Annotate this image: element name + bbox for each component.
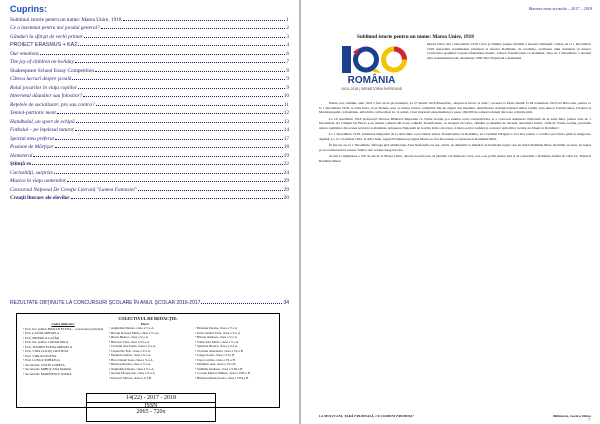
toc-entry[interactable] [10, 74, 289, 83]
toc-dots [78, 88, 285, 89]
toc-entry[interactable] [10, 91, 289, 100]
article-intro: Marea Unire din 1 Decembrie 1918 a fost și rămâne pagina sublimă a istoriei românești. Unirea de la 1 Decembrie 1918 reprezintă evenimentul principal al istoriei României, de totalitate, realizarea unui deziderat al tuturor locuitorilor spaţiului Carpato-Danubiano-Pontic. Unirea Transilvaniei cu România, Ziua de 1 Decembrie a devenit ziuă evenimentului din decembrie 1990 Ziua Naţională a României. [427, 42, 591, 61]
article-paragraph: La 16 noiembrie 1918 profesorul Nicolae Bălăescu împreună cu Vasile Goldiş şi-a asumat rolul conducătorilor şi a convocat Adunarea Naţională de la Alba Iulia, pentru ziua de 1 Decembrie. Pe Câmpul lui Horea s-au adunat oameni din toate colţurile Transilvaniei, cu steaguri tricolore, cântând şi dansând de bucurie. Rezoluţia Unirii, citită de Vasile Goldiş, proclama unirea românilor din aceste teritorii cu România. Adunarea Naţională de la Alba Iulia a decretat „Unirea acelor români şi a tuturor teritoriilor locuite de dânşii cu România". [319, 116, 591, 131]
teachers-heading: Cadre didactice: [51, 322, 75, 326]
toc-dots [95, 71, 285, 72]
toc-final-title: REZULTATE OBŢINUTE LA CONCURSURI ŞCOLARE ÎN ANUL ŞCOLAR 2016-2017 [10, 300, 201, 306]
toc-dots [67, 181, 283, 182]
toc-entry-page: 17 [283, 135, 289, 142]
toc-entry[interactable] [10, 125, 289, 134]
editorial-member: • Burlacu Rianna, clasa a V-a A [109, 362, 151, 366]
toc-entry-page: 6 [286, 50, 289, 57]
issn-value: 2065 - 720x [136, 409, 166, 415]
toc-dots [72, 79, 285, 80]
toc-entry-title: Shakespeare School Essay Competition [10, 67, 95, 74]
toc-dots [57, 113, 283, 114]
toc-entry-title: Reţelele de socializare: pro sau contra? [10, 101, 95, 108]
toc-entry-title: Concursul Naţional De Creaţie Literară "Lumea Fantasiei" [10, 186, 137, 193]
toc-entry[interactable] [10, 99, 289, 108]
toc-entry-page: 30 [283, 195, 289, 201]
logo-tagline: 1918–2018 | SĂRBĂTORIM ÎMPREUNĂ [341, 87, 402, 91]
toc-dots [201, 303, 282, 304]
toc-entry-title: Internetul dăunător sau folositor? [10, 93, 83, 99]
toc-dots [96, 105, 283, 106]
editorial-member: • Prof. LUNGU MIHAELA [23, 358, 60, 362]
logo-country: ROMÂNIA [347, 75, 396, 86]
article-title: Sublimul istorie pentru un nume: Marea Unire, 1918 [357, 34, 474, 40]
toc-entry-title: Rolul jocurilor în viaţa copiilor [10, 84, 78, 91]
toc-entry-title: Fotbalul – pe înţelesul tuturor [10, 127, 74, 133]
running-header: Bucuria nous scrisului – 2017 – 2018 [528, 6, 592, 11]
toc-entry-title: Curiozităţi, surprize [10, 169, 53, 176]
editorial-member: • Crişan Ilie Eric, clasa a V-a A [109, 348, 151, 353]
editorial-teachers [23, 322, 103, 376]
editorial-member: • Prof. înv. primar BOZIAN ELENA – coordonator principal [23, 326, 104, 331]
toc-dots [75, 130, 283, 131]
editorial-member: • Secretariat: MARINESCU IOANA [23, 371, 72, 376]
toc-entry[interactable] [10, 48, 289, 57]
editorial-member: • Lungu Sonia, clasa a VI-a B [195, 353, 235, 357]
toc-dots [76, 122, 283, 123]
article-paragraph: La 1 Decembrie 1918, Adunarea Naţională de la Alba Iulia a proclamat unirea Transilvaniei cu România, iar Consiliul Dirigent a fost ales pentru a conduce provincia până la integrarea deplină. La 15 octombrie 1922, la Alba Iulia, regele Ferdinand şi regina Maria au fost încoronaţi ca suverani ai României Mari. [319, 132, 591, 141]
editorial-member: • Prof. VIDA COCOŞ CRISTINA [23, 349, 69, 353]
toc-entry[interactable] [10, 57, 289, 66]
article-author: Bălănescu, Lucia a Olteşa [553, 414, 591, 418]
editorial-member: • Panainte Ştefan, clasa a V-a A [109, 353, 151, 357]
toc-entry-title: PROIECT ERASMUS + KA2 [10, 42, 78, 48]
toc-entry[interactable] [10, 167, 289, 176]
toc-entry-title: Sublimul istorie pentru un nume: Marea Unire, 1918 [10, 16, 122, 23]
centenary-100-mark [342, 46, 407, 73]
toc-dots [54, 173, 283, 174]
toc-entry-title: Creaţii literare ale elevilor [10, 195, 70, 201]
issn-label: ISSN [144, 403, 158, 409]
toc-dots [33, 156, 282, 157]
toc-dots [32, 164, 282, 165]
editorial-member: • Ciobanu Alexandra, clasa a VI-a B [195, 348, 243, 353]
toc-entry[interactable] [10, 108, 289, 117]
toc-dots [40, 54, 285, 55]
toc-entry-page: 24 [283, 169, 289, 176]
toc-entry[interactable] [10, 159, 289, 168]
toc-dots [123, 20, 286, 21]
toc-entry[interactable] [10, 23, 289, 32]
editorial-member: • Anghelide Daiana, clasa a V-a A [109, 326, 154, 330]
editorial-member: • Bratianu Denisa, clasa a V-a A [195, 326, 238, 330]
editorial-member: • Secretariat: MIHUŢ ANA MARIA [23, 367, 72, 371]
toc-entry[interactable] [10, 40, 289, 49]
toc-entry-page: 11 [283, 101, 289, 108]
toc-entry[interactable] [10, 116, 289, 125]
editorial-member: • Ciobanu Ana Paula, clasa a V-a A [109, 344, 156, 348]
right-page [301, 0, 600, 424]
editorial-member: • Dumitriu Ana, clasa a VI-a B [195, 362, 236, 366]
issue-number: 14(22) - 2017 - 2018 [87, 394, 215, 403]
toc-entry-page: 9 [286, 84, 289, 91]
toc-entry[interactable] [10, 31, 289, 40]
toc-entry-title: Muzica în viaţa oamenilor [10, 178, 67, 184]
toc-entry-page: 13 [283, 118, 289, 125]
toc-entry[interactable] [10, 65, 289, 74]
editorial-member: • Pirvu Andrei Vlad, clasa a V-a A [195, 330, 241, 335]
toc-entry[interactable] [10, 14, 289, 23]
students-heading: Elevi [141, 322, 149, 326]
toc-entry-page: 1 [286, 16, 289, 23]
toc-entry-title: Temiol-patriotic ment [10, 110, 56, 116]
editorial-member: • Prof. TOGHIN ELENA MIHAELA [23, 344, 73, 349]
toc-dots [55, 147, 283, 148]
toc-entry-page: 29 [283, 178, 289, 184]
article-paragraph: Pentru noi, românii, anul 1918 a fost un an providenţial. La 27 martie 1918 Basarabia, „dreptul ei istoric şi etnic", revenea la Patria mamă; la 28 noiembrie 1918 era Bucovina, pentru ca la 1 Decembrie 1918, la Alba Iulia, să se încheie ceea ce unirea tuturor românilor într-un singur stat însemna, desăvârşirea statului naţional unitar român, prin unirea Transilvaniei, Crişanei şi Maramureşului cu România. Alba Iulia, străvechiul loc al unirii, a fost martorul entuziasmului a peste 100.000 de oameni adunaţi din toate colţurile ţării. [319, 101, 591, 115]
toc-entry[interactable] [10, 193, 289, 202]
toc-dots [138, 190, 283, 191]
motto-text: LA MULŢI ANI, ŢARĂ FRUMOASĂ, CU OAMENI FRUMOŞI! [319, 414, 414, 418]
toc-entry[interactable] [10, 133, 289, 142]
toc-dots [55, 139, 283, 140]
editorial-member: • Cocean Maria Cătălina, clasa a VIII-a B [195, 371, 250, 375]
editorial-member: • Prof. VIRLAN ELENA [23, 353, 57, 358]
article-paragraph: În fiecare an, la 1 Decembrie, întreaga ţară sărbătoreşte Ziua Naţională, iar noi, elevii, ne amintim cu mândrie de înaintaşii noştri care au făurit România Mare. Românii au visat, au luptat şi au realizat unirea tuturor fraţilor sub acelaşi steag tricolor. [319, 143, 591, 152]
editorial-member: • Prof. LAZĂR MIHAELA [23, 331, 60, 335]
editorial-member: • Popa Lavinia, clasa a VI-a B [195, 357, 235, 362]
toc-entry-page: 29 [283, 186, 289, 193]
romania-centenary-logo [319, 42, 424, 97]
toc-heading: Cuprins: [10, 4, 47, 14]
article-paragraph: Acum, la împlinirea a 100 de ani de la Marea Unire, datoria noastră este să păstrăm vie memoria celor care s-au jertfit pentru ţară şi să construim o Românie demnă de visul lor. Trăiască România Mare! [319, 154, 591, 163]
editorial-member: • Secretariat: COSTE LORETA [23, 362, 65, 367]
toc-entry-page: 2 [286, 25, 289, 31]
editorial-member: • Baro Daniel Ioan, clasa a V-a A [109, 357, 153, 362]
toc-entry[interactable] [10, 150, 289, 159]
page-number: 1 [588, 417, 590, 422]
toc-final-page: 34 [283, 300, 289, 306]
toc-entry-title: Our emotions [10, 50, 39, 57]
editorial-member: • Bacalu Roxana Maria, clasa a V-a A [109, 330, 159, 335]
editorial-member: • Bârsan Andreea, clasa a V-a A [195, 335, 237, 339]
toc-final-line[interactable] [10, 300, 289, 306]
editorial-member: • Butnaru Denisa Ioana, clasa a VIII-a B [195, 375, 249, 380]
toc-entry-title: Sportul meu preferat [10, 135, 54, 142]
toc-entry-page: 12 [283, 110, 289, 116]
editorial-member: • Toltin Ana Maria, clasa a V-a A [195, 339, 239, 344]
toc-dots [71, 198, 283, 199]
editorial-member: • Bărcesu Vlad, clasa a VI-a A [109, 339, 150, 344]
editorial-member: • Apostu Dragoş Ion, clasa a V-a A [109, 371, 155, 375]
toc-entry[interactable] [10, 82, 289, 91]
toc-entry-page: 3 [286, 33, 289, 40]
toc-entry-page: 14 [283, 127, 289, 133]
toc-entry[interactable] [10, 184, 289, 193]
toc-entry-page: 18 [283, 144, 289, 150]
toc-entry-title: Câteva lucruri despre şcoală [10, 76, 72, 82]
editorial-member: • Strâmbu Andreea, clasa a VIII-a B [195, 366, 243, 371]
article-motto [319, 414, 591, 418]
toc-entry-page: 19 [283, 152, 289, 159]
editorial-member: • Prof. înv. primar CADAR MILA [23, 340, 69, 344]
left-page [0, 0, 299, 424]
toc-dots [78, 45, 285, 46]
editorial-students-col2 [195, 326, 250, 380]
toc-entry-page: 10 [283, 93, 289, 99]
toc-entry-page: 7 [286, 59, 289, 65]
toc-entry-page: 4 [286, 42, 289, 48]
editorial-students-col1 [109, 326, 159, 380]
article-body [319, 101, 591, 165]
editorial-title: COLECTIVUL DE REDACŢIE: [118, 316, 178, 321]
toc-dots [84, 37, 286, 38]
toc-entry[interactable] [10, 176, 289, 185]
editorial-member: • Petrescu Mircea, clasa a V-a B [109, 375, 152, 380]
toc-entry-title: The joy of children on holiday [10, 59, 74, 65]
editorial-member: • Prof. MIHAELA LAZĂR [23, 335, 60, 340]
toc-dots [83, 96, 282, 97]
toc-entry-title: Gânduri la sfârşit de vechi primar [10, 33, 83, 40]
editorial-member: • Burcu Bianca, clasa a V-a A [109, 335, 148, 339]
toc-dots [101, 28, 286, 29]
toc-dots [75, 62, 286, 63]
toc-entry-title: Ştiinţă ex [10, 161, 32, 167]
editorial-member: • Spiridon Bianca, clasa a V-a A [195, 344, 238, 348]
toc-entry-title: Ce a însemnat pentru noi jocului general? [10, 25, 100, 31]
toc-entry-page: 22 [283, 161, 289, 167]
table-of-contents [10, 14, 289, 201]
toc-entry-page: 9 [286, 76, 289, 82]
toc-entry-title: Handbalul, un sport de echipă [10, 118, 75, 125]
toc-entry[interactable] [10, 142, 289, 151]
toc-entry-page: 8 [286, 67, 289, 74]
toc-entry-title: Hamsterul [10, 152, 33, 159]
editorial-member: • Anghelide Daiana, clasa a V-a A [109, 366, 154, 371]
issue-box [86, 393, 216, 422]
toc-entry-title: Pasiune de Mărţişor [10, 144, 54, 150]
